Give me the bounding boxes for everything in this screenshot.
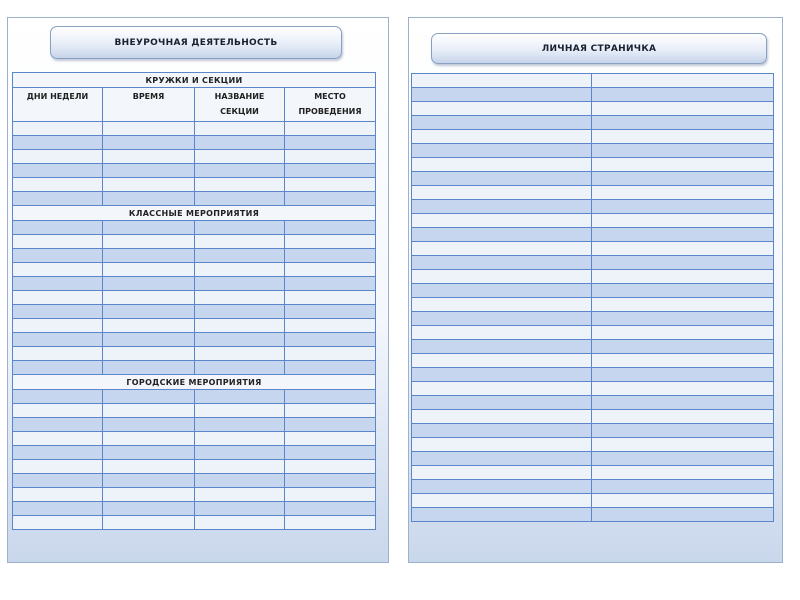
table-cell[interactable] <box>285 347 376 361</box>
table-cell[interactable] <box>285 418 376 432</box>
table-cell[interactable] <box>412 326 592 340</box>
table-cell[interactable] <box>592 284 774 298</box>
personal-page-row <box>412 494 774 508</box>
class-events-table-row <box>13 263 376 277</box>
table-cell[interactable] <box>285 192 376 206</box>
personal-page-row <box>412 396 774 410</box>
table-cell[interactable] <box>412 228 592 242</box>
table-cell[interactable] <box>592 256 774 270</box>
column-header-weekdays: ДНИ НЕДЕЛИ <box>13 88 103 122</box>
table-cell[interactable] <box>195 418 285 432</box>
table-cell[interactable] <box>412 494 592 508</box>
table-cell[interactable] <box>412 284 592 298</box>
class-events-table-row <box>13 347 376 361</box>
clubs-table-row <box>13 192 376 206</box>
table-cell[interactable] <box>103 263 195 277</box>
table-cell[interactable] <box>13 333 103 347</box>
table-cell[interactable] <box>285 263 376 277</box>
table-cell[interactable] <box>103 502 195 516</box>
table-cell[interactable] <box>13 178 103 192</box>
table-cell[interactable] <box>13 446 103 460</box>
table-cell[interactable] <box>195 432 285 446</box>
table-cell[interactable] <box>13 136 103 150</box>
table-cell[interactable] <box>285 235 376 249</box>
table-cell[interactable] <box>412 144 592 158</box>
table-cell[interactable] <box>412 466 592 480</box>
table-cell[interactable] <box>103 404 195 418</box>
table-cell[interactable] <box>285 136 376 150</box>
table-cell[interactable] <box>13 235 103 249</box>
table-cell[interactable] <box>103 305 195 319</box>
right-page <box>408 17 783 563</box>
table-cell[interactable] <box>412 340 592 354</box>
personal-page-row <box>412 438 774 452</box>
personal-page-row <box>412 410 774 424</box>
table-cell[interactable] <box>103 178 195 192</box>
table-cell[interactable] <box>285 277 376 291</box>
table-cell[interactable] <box>412 88 592 102</box>
table-cell[interactable] <box>285 249 376 263</box>
table-cell[interactable] <box>592 368 774 382</box>
table-cell[interactable] <box>13 319 103 333</box>
table-cell[interactable] <box>103 390 195 404</box>
personal-page-row <box>412 270 774 284</box>
table-cell[interactable] <box>412 396 592 410</box>
class-events-table-row <box>13 291 376 305</box>
table-cell[interactable] <box>195 502 285 516</box>
table-cell[interactable] <box>285 319 376 333</box>
table-cell[interactable] <box>592 186 774 200</box>
class-events-table-row <box>13 305 376 319</box>
table-cell[interactable] <box>412 410 592 424</box>
table-cell[interactable] <box>13 502 103 516</box>
personal-page-row <box>412 214 774 228</box>
table-cell[interactable] <box>103 432 195 446</box>
table-cell[interactable] <box>592 144 774 158</box>
table-cell[interactable] <box>592 116 774 130</box>
table-cell[interactable] <box>195 516 285 530</box>
table-cell[interactable] <box>285 305 376 319</box>
table-cell[interactable] <box>412 256 592 270</box>
table-cell[interactable] <box>103 446 195 460</box>
personal-page-row <box>412 74 774 88</box>
table-cell[interactable] <box>285 291 376 305</box>
table-cell[interactable] <box>103 164 195 178</box>
table-cell[interactable] <box>195 390 285 404</box>
table-cell[interactable] <box>13 361 103 375</box>
table-cell[interactable] <box>103 460 195 474</box>
personal-page-row <box>412 424 774 438</box>
personal-page-row <box>412 508 774 522</box>
table-cell[interactable] <box>103 361 195 375</box>
table-cell[interactable] <box>285 221 376 235</box>
class-events-section-title: КЛАССНЫЕ МЕРОПРИЯТИЯ <box>13 206 376 221</box>
personal-page-row <box>412 200 774 214</box>
table-cell[interactable] <box>285 178 376 192</box>
table-cell[interactable] <box>195 446 285 460</box>
clubs-table-row <box>13 122 376 136</box>
table-cell[interactable] <box>195 333 285 347</box>
table-cell[interactable] <box>103 333 195 347</box>
table-cell[interactable] <box>195 178 285 192</box>
city-events-table-row <box>13 474 376 488</box>
table-cell[interactable] <box>412 368 592 382</box>
table-cell[interactable] <box>592 130 774 144</box>
table-cell[interactable] <box>13 291 103 305</box>
column-headers-row <box>13 88 376 122</box>
table-cell[interactable] <box>103 122 195 136</box>
personal-page-row <box>412 354 774 368</box>
table-cell[interactable] <box>285 390 376 404</box>
table-cell[interactable] <box>412 74 592 88</box>
table-cell[interactable] <box>592 438 774 452</box>
left-page-title: ВНЕУРОЧНАЯ ДЕЯТЕЛЬНОСТЬ <box>50 26 342 59</box>
personal-page-row <box>412 452 774 466</box>
table-cell[interactable] <box>195 305 285 319</box>
table-cell[interactable] <box>103 277 195 291</box>
table-cell[interactable] <box>592 88 774 102</box>
personal-page-row <box>412 102 774 116</box>
table-cell[interactable] <box>103 136 195 150</box>
table-cell[interactable] <box>592 354 774 368</box>
table-cell[interactable] <box>285 460 376 474</box>
city-events-table-row <box>13 390 376 404</box>
table-cell[interactable] <box>592 312 774 326</box>
table-cell[interactable] <box>195 319 285 333</box>
table-cell[interactable] <box>195 474 285 488</box>
personal-page-row <box>412 312 774 326</box>
table-cell[interactable] <box>592 158 774 172</box>
table-cell[interactable] <box>592 242 774 256</box>
table-cell[interactable] <box>412 102 592 116</box>
table-cell[interactable] <box>285 150 376 164</box>
class-events-table-row <box>13 221 376 235</box>
table-cell[interactable] <box>285 164 376 178</box>
table-cell[interactable] <box>103 474 195 488</box>
table-cell[interactable] <box>285 474 376 488</box>
personal-page-row <box>412 130 774 144</box>
table-cell[interactable] <box>412 508 592 522</box>
personal-page-row <box>412 88 774 102</box>
table-cell[interactable] <box>13 277 103 291</box>
table-cell[interactable] <box>285 404 376 418</box>
personal-page-row <box>412 284 774 298</box>
table-cell[interactable] <box>412 130 592 144</box>
column-header-section-name: НАЗВАНИЕ СЕКЦИИ <box>195 88 285 122</box>
activities-table <box>12 72 376 530</box>
table-cell[interactable] <box>592 228 774 242</box>
table-cell[interactable] <box>195 164 285 178</box>
table-cell[interactable] <box>592 494 774 508</box>
personal-page-row <box>412 186 774 200</box>
table-cell[interactable] <box>103 516 195 530</box>
table-cell[interactable] <box>412 172 592 186</box>
table-cell[interactable] <box>285 122 376 136</box>
table-cell[interactable] <box>412 200 592 214</box>
table-cell[interactable] <box>285 488 376 502</box>
table-cell[interactable] <box>412 312 592 326</box>
table-cell[interactable] <box>285 432 376 446</box>
table-cell[interactable] <box>592 298 774 312</box>
table-cell[interactable] <box>103 291 195 305</box>
table-cell[interactable] <box>285 361 376 375</box>
table-cell[interactable] <box>13 418 103 432</box>
table-cell[interactable] <box>412 424 592 438</box>
table-cell[interactable] <box>592 466 774 480</box>
class-events-section-title-row <box>13 206 376 221</box>
table-cell[interactable] <box>13 122 103 136</box>
table-cell[interactable] <box>412 242 592 256</box>
table-cell[interactable] <box>592 424 774 438</box>
table-cell[interactable] <box>103 221 195 235</box>
table-cell[interactable] <box>592 102 774 116</box>
class-events-table-row <box>13 361 376 375</box>
left-page <box>7 17 389 563</box>
class-events-table-row <box>13 277 376 291</box>
city-events-table-row <box>13 502 376 516</box>
personal-page-row <box>412 158 774 172</box>
table-cell[interactable] <box>592 200 774 214</box>
personal-page-row <box>412 466 774 480</box>
table-cell[interactable] <box>195 263 285 277</box>
table-cell[interactable] <box>592 452 774 466</box>
clubs-table-row <box>13 136 376 150</box>
table-cell[interactable] <box>13 249 103 263</box>
personal-page-row <box>412 340 774 354</box>
table-cell[interactable] <box>13 488 103 502</box>
table-cell[interactable] <box>592 382 774 396</box>
table-cell[interactable] <box>13 305 103 319</box>
table-cell[interactable] <box>412 270 592 284</box>
personal-page-row <box>412 172 774 186</box>
class-events-table-row <box>13 249 376 263</box>
table-cell[interactable] <box>13 221 103 235</box>
table-cell[interactable] <box>412 438 592 452</box>
table-cell[interactable] <box>592 340 774 354</box>
table-cell[interactable] <box>412 354 592 368</box>
personal-page-row <box>412 144 774 158</box>
table-cell[interactable] <box>285 446 376 460</box>
table-cell[interactable] <box>592 396 774 410</box>
table-cell[interactable] <box>285 333 376 347</box>
table-cell[interactable] <box>412 116 592 130</box>
table-cell[interactable] <box>195 150 285 164</box>
personal-page-row <box>412 242 774 256</box>
table-cell[interactable] <box>412 480 592 494</box>
table-cell[interactable] <box>103 150 195 164</box>
city-events-table-row <box>13 432 376 446</box>
table-cell[interactable] <box>103 249 195 263</box>
table-cell[interactable] <box>195 361 285 375</box>
clubs-table-row <box>13 164 376 178</box>
table-cell[interactable] <box>195 136 285 150</box>
personal-page-row <box>412 480 774 494</box>
table-cell[interactable] <box>195 277 285 291</box>
table-cell[interactable] <box>592 74 774 88</box>
city-events-table-row <box>13 404 376 418</box>
personal-page-row <box>412 382 774 396</box>
class-events-table-row <box>13 319 376 333</box>
table-cell[interactable] <box>195 249 285 263</box>
personal-page-row <box>412 326 774 340</box>
column-header-time: ВРЕМЯ <box>103 88 195 122</box>
table-cell[interactable] <box>13 347 103 361</box>
table-cell[interactable] <box>195 221 285 235</box>
clubs-table-row <box>13 150 376 164</box>
table-cell[interactable] <box>13 432 103 446</box>
table-cell[interactable] <box>195 192 285 206</box>
city-events-table-row <box>13 418 376 432</box>
personal-page-table <box>411 73 774 522</box>
table-cell[interactable] <box>412 158 592 172</box>
table-cell[interactable] <box>592 214 774 228</box>
table-cell[interactable] <box>592 326 774 340</box>
table-cell[interactable] <box>592 508 774 522</box>
table-cell[interactable] <box>195 488 285 502</box>
table-cell[interactable] <box>103 319 195 333</box>
table-cell[interactable] <box>103 192 195 206</box>
table-cell[interactable] <box>592 410 774 424</box>
table-cell[interactable] <box>195 460 285 474</box>
table-cell[interactable] <box>412 452 592 466</box>
table-cell[interactable] <box>13 404 103 418</box>
city-events-table-row <box>13 516 376 530</box>
table-cell[interactable] <box>103 418 195 432</box>
clubs-section-title-row <box>13 73 376 88</box>
table-cell[interactable] <box>195 122 285 136</box>
table-cell[interactable] <box>592 480 774 494</box>
table-cell[interactable] <box>103 488 195 502</box>
table-cell[interactable] <box>13 516 103 530</box>
city-events-table-row <box>13 460 376 474</box>
table-cell[interactable] <box>285 502 376 516</box>
table-cell[interactable] <box>195 235 285 249</box>
table-cell[interactable] <box>13 474 103 488</box>
city-events-table-row <box>13 488 376 502</box>
table-cell[interactable] <box>103 347 195 361</box>
table-cell[interactable] <box>412 186 592 200</box>
class-events-table-row <box>13 235 376 249</box>
class-events-table-row <box>13 333 376 347</box>
column-header-location: МЕСТО ПРОВЕДЕНИЯ <box>285 88 376 122</box>
table-cell[interactable] <box>195 347 285 361</box>
table-cell[interactable] <box>13 164 103 178</box>
table-cell[interactable] <box>103 235 195 249</box>
table-cell[interactable] <box>412 382 592 396</box>
personal-page-row <box>412 256 774 270</box>
personal-page-row <box>412 116 774 130</box>
table-cell[interactable] <box>592 172 774 186</box>
personal-page-row <box>412 298 774 312</box>
city-events-section-title-row <box>13 375 376 390</box>
personal-page-row <box>412 368 774 382</box>
personal-page-row <box>412 228 774 242</box>
table-cell[interactable] <box>13 263 103 277</box>
table-cell[interactable] <box>285 516 376 530</box>
city-events-section-title: ГОРОДСКИЕ МЕРОПРИЯТИЯ <box>13 375 376 390</box>
clubs-section-title: КРУЖКИ И СЕКЦИИ <box>13 73 376 88</box>
table-cell[interactable] <box>412 298 592 312</box>
table-cell[interactable] <box>195 291 285 305</box>
table-cell[interactable] <box>13 460 103 474</box>
clubs-table-row <box>13 178 376 192</box>
table-cell[interactable] <box>195 404 285 418</box>
city-events-table-row <box>13 446 376 460</box>
table-cell[interactable] <box>592 270 774 284</box>
table-cell[interactable] <box>412 214 592 228</box>
table-cell[interactable] <box>13 390 103 404</box>
right-page-title: ЛИЧНАЯ СТРАНИЧКА <box>431 33 767 64</box>
table-cell[interactable] <box>13 150 103 164</box>
table-cell[interactable] <box>13 192 103 206</box>
